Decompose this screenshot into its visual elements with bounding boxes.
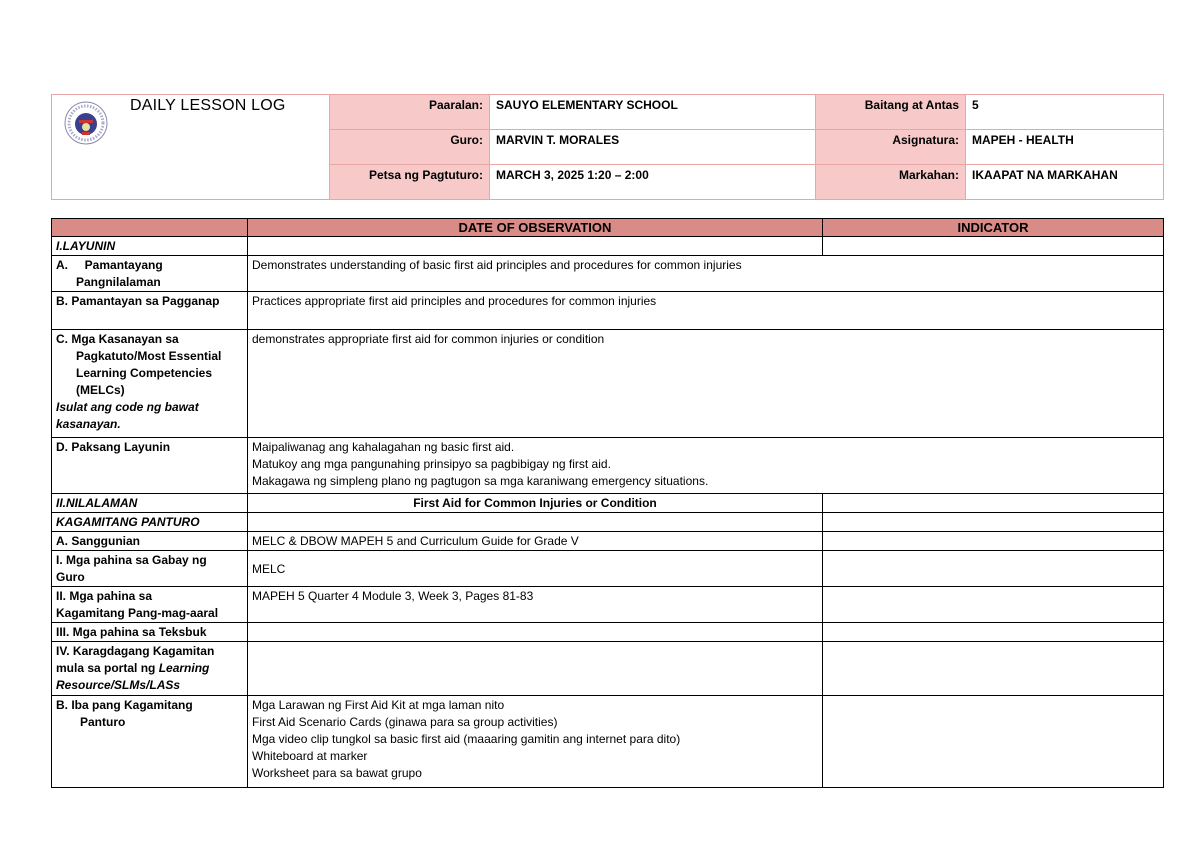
empty-cell: [823, 513, 1164, 532]
col-indicator-header: INDICATOR: [823, 219, 1164, 237]
table-row: [52, 551, 1164, 587]
row-label-gabay: [52, 551, 248, 587]
row-text-sanggunian: MELC & DBOW MAPEH 5 and Curriculum Guide for Grade V: [248, 532, 823, 551]
table-row: [52, 438, 1164, 494]
header-value: MAPEH - HEALTH: [966, 130, 1164, 165]
empty-cell: [248, 237, 823, 256]
table-row: [52, 623, 1164, 642]
row-text-kagamitan: MAPEH 5 Quarter 4 Module 3, Week 3, Pages 81-83: [248, 587, 823, 623]
table-row: [52, 237, 1164, 256]
row-text-c: demonstrates appropriate first aid for common injuries or condition: [248, 330, 1164, 438]
header-value: MARCH 3, 2025 1:20 – 2:00: [490, 165, 816, 200]
empty-cell: [823, 494, 1164, 513]
empty-cell: [823, 551, 1164, 587]
lesson-table: [51, 218, 1164, 788]
row-text-b: Practices appropriate first aid principles and procedures for common injuries: [248, 292, 1164, 330]
row-label-kagamitan: [52, 587, 248, 623]
row-label-d: D. Paksang Layunin: [52, 438, 248, 494]
row-note-line: Isulat ang code ng bawat: [56, 400, 199, 414]
table-row: [52, 494, 1164, 513]
row-label-line: Pamantayang: [84, 258, 163, 272]
header-value: IKAAPAT NA MARKAHAN: [966, 165, 1164, 200]
header-value: SAUYO ELEMENTARY SCHOOL: [490, 95, 816, 130]
table-header-row: [52, 219, 1164, 237]
row-text-gabay: MELC: [248, 551, 823, 587]
objective-line: Maipaliwanag ang kahalagahan ng basic first aid.: [252, 440, 515, 454]
empty-cell: [823, 623, 1164, 642]
header-blank-cell: [52, 219, 248, 237]
empty-cell: [248, 513, 823, 532]
table-row: [52, 292, 1164, 330]
row-label-line: B. Iba pang Kagamitang: [56, 698, 193, 712]
row-label-line: II. Mga pahina sa: [56, 589, 153, 603]
header-table: [51, 94, 1164, 200]
table-row: [52, 256, 1164, 292]
row-label-b: B. Pamantayan sa Pagganap: [52, 292, 248, 330]
table-row: [52, 532, 1164, 551]
objective-line: Matukoy ang mga pangunahing prinsipyo sa pagbibigay ng first aid.: [252, 457, 611, 471]
table-row: [52, 587, 1164, 623]
row-label-line: Pagkatuto/Most Essential: [76, 349, 222, 363]
table-row: [52, 330, 1164, 438]
row-label-sanggunian: A. Sanggunian: [52, 532, 248, 551]
row-label-line: I. Mga pahina sa Gabay ng: [56, 553, 207, 567]
empty-cell: [248, 623, 823, 642]
empty-cell: [823, 696, 1164, 788]
section-kagamitan: KAGAMITANG PANTURO: [52, 513, 248, 532]
col-date-header: DATE OF OBSERVATION: [248, 219, 823, 237]
row-label-line: C. Mga Kasanayan sa: [56, 332, 179, 346]
table-row: [52, 513, 1164, 532]
header-label: Asignatura:: [816, 130, 966, 165]
material-line: Worksheet para sa bawat grupo: [252, 766, 422, 780]
row-label-line: (MELCs): [76, 383, 125, 397]
header-value: 5: [966, 95, 1164, 130]
row-label-iba: [52, 696, 248, 788]
row-label-a: [52, 256, 248, 292]
row-label-line: Resource/SLMs/LASs: [56, 678, 181, 692]
row-text-a: Demonstrates understanding of basic first aid principles and procedures for common injuries: [248, 256, 1164, 292]
header-value: MARVIN T. MORALES: [490, 130, 816, 165]
row-label-line: Learning Competencies: [76, 366, 213, 380]
table-row: [52, 696, 1164, 788]
row-label-line: IV. Karagdagang Kagamitan: [56, 644, 215, 658]
logo-title-cell: [52, 95, 330, 200]
row-label-line: Kagamitang Pang-mag-aaral: [56, 606, 219, 620]
material-line: Mga video clip tungkol sa basic first aid (maaaring gamitin ang internet para dito): [252, 732, 681, 746]
row-label-c: [52, 330, 248, 438]
material-line: Mga Larawan ng First Aid Kit at mga laman nito: [252, 698, 505, 712]
material-line: Whiteboard at marker: [252, 749, 368, 763]
row-label-italic: Learning: [158, 661, 210, 675]
section-layunin: I.LAYUNIN: [52, 237, 248, 256]
material-line: First Aid Scenario Cards (ginawa para sa group activities): [252, 715, 558, 729]
section-nilalaman: II.NILALAMAN: [52, 494, 248, 513]
empty-cell: [823, 532, 1164, 551]
row-label-line: Pangnilalaman: [76, 275, 161, 289]
row-label-teksbuk: III. Mga pahina sa Teksbuk: [52, 623, 248, 642]
objective-line: Makagawa ng simpleng plano ng pagtugon sa mga karaniwang emergency situations.: [252, 474, 709, 488]
header-label: Paaralan:: [330, 95, 490, 130]
row-text-d: [248, 438, 1164, 494]
topic-title: First Aid for Common Injuries or Condition: [248, 494, 823, 513]
empty-cell: [823, 587, 1164, 623]
header-label: Guro:: [330, 130, 490, 165]
row-label-line: Guro: [56, 570, 85, 584]
header-label: Markahan:: [816, 165, 966, 200]
row-label-line: Panturo: [80, 715, 126, 729]
header-label: Petsa ng Pagtuturo:: [330, 165, 490, 200]
deped-seal-icon: [64, 101, 108, 145]
row-text-iba: [248, 696, 823, 788]
empty-cell: [823, 237, 1164, 256]
row-label-text: mula sa portal ng: [56, 661, 159, 675]
row-label-line: [56, 660, 243, 677]
header-label: Baitang at Antas: [816, 95, 966, 130]
empty-cell: [248, 642, 823, 696]
row-label-portal: [52, 642, 248, 696]
row-letter: A.: [56, 258, 68, 272]
empty-cell: [823, 642, 1164, 696]
page-title: DAILY LESSON LOG: [130, 97, 286, 114]
table-row: [52, 642, 1164, 696]
row-note-line: kasanayan.: [56, 417, 121, 431]
